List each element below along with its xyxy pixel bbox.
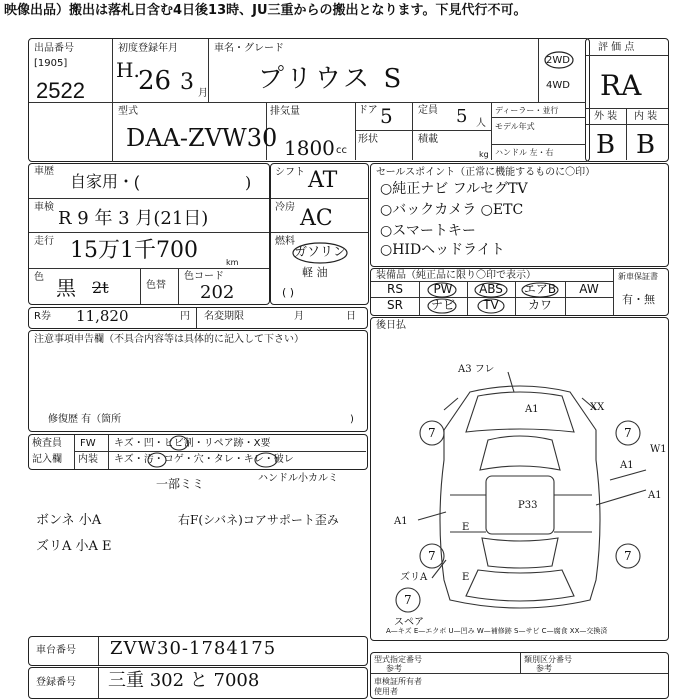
equip-aw: AW <box>579 282 599 296</box>
sales-point-3: ○スマートキー <box>380 223 476 239</box>
diagram-section <box>370 317 669 641</box>
registration-month: 3 <box>180 70 194 95</box>
first-registration-label: 初度登録年月 <box>118 43 178 54</box>
registration-year: 26 <box>138 66 172 96</box>
chassis-label: 車台番号 <box>36 645 76 656</box>
warranty-label: 新車保証書 <box>618 272 658 281</box>
class-number-ref: 参考 <box>536 664 552 673</box>
remark-1: 一部ミミ <box>156 477 205 491</box>
mark-xx: XX <box>590 402 605 413</box>
car-name-label: 車名・グレード <box>214 43 284 54</box>
ac-label: 冷房 <box>275 202 295 213</box>
notice-banner: 映像出品）搬出は落札日含む4日後13時、JU三重からの搬出となります。下見代行不可。 <box>4 3 527 18</box>
plate-number: 三重 302 と 7008 <box>108 670 260 691</box>
name-change-day: 日 <box>346 311 356 322</box>
displacement-label: 排気量 <box>270 106 300 117</box>
spec-number-label: 型式指定番号 <box>374 655 422 664</box>
capacity-value: 5 <box>456 106 468 127</box>
entry-label: 記入欄 <box>32 454 62 465</box>
ac-value: AC <box>300 206 333 231</box>
color-value: 黒 <box>56 276 76 300</box>
equip-tv: TV <box>483 298 499 312</box>
mark-w1: W1 <box>650 444 667 455</box>
lot-number: 2522 <box>36 78 85 103</box>
chassis-number: ZVW30-1784175 <box>110 638 277 659</box>
equip-leather: カワ <box>527 298 552 312</box>
name-change-label: 名変期限 <box>204 311 244 322</box>
shift-value: AT <box>308 168 338 193</box>
drive-4wd: 4WD <box>546 80 570 91</box>
drive-2wd: 2WD <box>546 55 570 66</box>
interior-label: 内 装 <box>634 111 658 122</box>
car-name: プリウス S <box>258 64 405 94</box>
mileage-label: 走行 <box>34 236 54 247</box>
plate-label: 登録番号 <box>36 677 76 688</box>
equip-pw: PW <box>433 282 453 296</box>
capacity-label: 定員 <box>418 105 438 116</box>
repair-history-label: 修復歴 有（箇所 <box>48 414 122 425</box>
tire-rl: 7 <box>428 549 436 563</box>
mark-e-left: E <box>462 522 470 533</box>
capacity-unit: 人 <box>476 118 486 129</box>
fw-label: FW <box>80 438 96 449</box>
remark-3: ボンネ 小A <box>36 513 102 528</box>
color-code-value: 202 <box>200 282 235 303</box>
name-change-month: 月 <box>294 311 304 322</box>
warranty-value: 有・無 <box>622 293 655 306</box>
spare-label: スペア <box>394 617 424 628</box>
equip-airbag: エアB <box>523 282 557 296</box>
sales-point-1: ○純正ナビ フルセグTV <box>380 181 528 197</box>
km-unit: km <box>226 258 239 267</box>
remark-5: ズリA 小A E <box>36 539 112 554</box>
equipment-title: 装備品（純正品に限り〇印で表示） <box>376 270 536 281</box>
shape-label: 形状 <box>358 134 378 145</box>
exterior-label: 外 装 <box>594 111 618 122</box>
history-value: 自家用・( <box>70 174 140 191</box>
dealer-label: ディーラー・並行 <box>495 106 559 115</box>
doors-label: ドア <box>358 105 378 116</box>
model-label: 型式 <box>118 106 138 117</box>
color-code-label: 色コード <box>184 271 224 282</box>
shift-label: シフト <box>275 167 305 178</box>
fuel-option-diesel: 軽 油 <box>302 266 328 279</box>
registration-month-unit: 月 <box>198 88 208 99</box>
rating-value: RA <box>600 69 642 102</box>
mark-a1-left: A1 <box>394 516 408 527</box>
repair-history-close: ) <box>350 414 354 425</box>
color-struck-value: 2t <box>92 278 109 297</box>
remark-4: 右F(シバネ)コアサポート歪み <box>178 513 339 527</box>
history-label: 車歴 <box>34 166 54 177</box>
inspector-label: 検査員 <box>32 438 62 449</box>
inspector-row1: キズ・凹・ヒビ割・リペア跡・X要 <box>114 438 271 449</box>
inspector-row2: キズ・汚・コゲ・穴・タレ・キレ・破レ <box>114 454 294 465</box>
color-change-label: 色替 <box>146 280 166 291</box>
model-code: DAA-ZVW30 <box>126 124 278 152</box>
mark-a1-right: A1 <box>620 460 634 471</box>
tire-rr: 7 <box>624 549 632 563</box>
spec-number-ref: 参考 <box>386 664 402 673</box>
mark-a1-side: A1 <box>648 490 662 501</box>
sales-point-4: ○HIDヘッドライト <box>380 242 505 258</box>
color-label: 色 <box>34 272 44 283</box>
rating-label: 評 価 点 <box>598 42 635 53</box>
sales-points-title: セールスポイント（正常に機能するものに〇印） <box>376 167 596 178</box>
history-close: ) <box>245 173 252 192</box>
fuel-paren: ( ) <box>282 286 295 299</box>
tire-fr: 7 <box>624 426 632 440</box>
user-label: 使用者 <box>374 687 398 696</box>
fuel-label: 燃料 <box>275 236 295 247</box>
shaken-label: 車検 <box>34 202 54 213</box>
registration-era: H. <box>116 58 140 82</box>
tire-spare: 7 <box>404 593 412 607</box>
doors-value: 5 <box>380 104 393 128</box>
mark-zuri-a: ズリA <box>400 572 428 583</box>
class-number-label: 類別区分番号 <box>524 655 572 664</box>
equip-sr: SR <box>387 298 403 312</box>
mileage-value: 15万1千700 <box>70 238 198 263</box>
mark-p33: P33 <box>518 500 538 511</box>
yen-unit: 円 <box>180 311 190 322</box>
mark-a3: A3 フレ <box>458 364 495 375</box>
shaken-value: R 9 年 3 月(21日) <box>58 208 209 229</box>
recycle-value: 11,820 <box>76 307 129 325</box>
mark-e-rear: E <box>462 572 470 583</box>
later-payment-label: 後日払 <box>376 320 406 331</box>
equip-abs: ABS <box>479 282 503 296</box>
exterior-grade: B <box>596 130 616 160</box>
tire-fl: 7 <box>428 426 436 440</box>
damage-legend: A—キズ E—エクボ U—凹み W—補修跡 S—サビ C—腐食 XX—交換済 <box>386 627 608 635</box>
sales-point-2: ○バックカメラ ○ETC <box>380 202 524 218</box>
remark-2: ハンドル小カルミ <box>258 473 338 484</box>
interior-grade: B <box>636 130 656 160</box>
fuel-value: ガソリン <box>294 245 347 260</box>
interior-row-label: 内装 <box>78 454 98 465</box>
mark-a1-hood: A1 <box>525 404 539 415</box>
steering-label: ハンドル 左・右 <box>495 148 554 157</box>
kg-unit: kg <box>479 150 489 159</box>
equip-navi: ナビ <box>430 298 455 312</box>
owner-label: 車検証所有者 <box>374 677 422 686</box>
declaration-label: 注意事項申告欄（不具合内容等は具体的に記入して下さい） <box>34 334 304 345</box>
equip-rs: RS <box>387 282 403 296</box>
lot-code: [1905] <box>34 58 68 69</box>
cc-unit: cc <box>336 145 347 156</box>
recycle-label: R券 <box>34 311 51 322</box>
load-label: 積載 <box>418 134 438 145</box>
model-year-label: モデル年式 <box>495 122 535 131</box>
lot-number-label: 出品番号 <box>34 43 74 54</box>
displacement-value: 1800 <box>284 136 335 160</box>
